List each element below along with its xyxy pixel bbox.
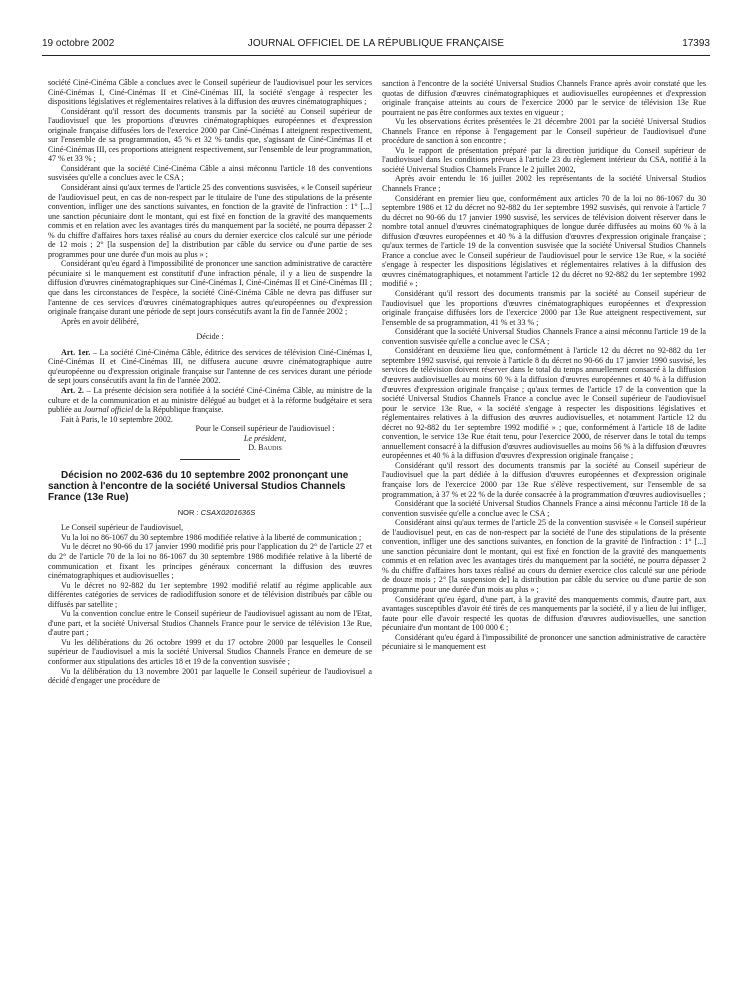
paragraph: Vu la loi no 86-1067 du 30 septembre 1986 modifiée relative à la liberté de communication ; [61,532,362,542]
paragraph: Considérant qu'eu égard, d'une part, à la gravité des manquements commis, d'autre part, aux avantages susceptibles d'avoir été tirés de ces manquements par la société, il y a lieu de lui infliger, faute pour elle d'avoir respecté les quotas de diffusion d'œuvres audiovisuelles, une sanction pécuniaire d'un montant de 100 000 € ; [382,594,706,633]
article-1-label: Art. 1er. [61,347,91,357]
signature-for: Pour le Conseil supérieur de l'audiovisuel : [195,424,335,434]
paragraph: Considérant ainsi qu'aux termes de l'article 25 de la convention susvisée « le Conseil supérieur de l'audiovisuel peut, en cas de non-respect par la société de l'une des stipulations de la présente convention, infliger une des sanctions suivantes, en fonction de la gravité de l'infraction : 1° [...] une sanction pécuniaire dont le montant, qui est fixé en fonction de la gravité des manquements commis et en relation avec les avantages tirés du manquement par la société, ne pourra dépasser 2 % du chiffre d'affaires hors taxes réalisé au cours du dernier exercice clos calculé sur une période de douze mois ; 2° [la suspension de] la distribution par câble du service ou d'une partie de son programme pour une durée d'un mois au plus » ; [382,518,706,594]
decision-title: Décision no 2002-636 du 10 septembre 2002 prononçant une sanction à l'encontre de la société Universal Studios Channels France (13e Rue) [48,469,349,503]
section-separator [180,459,240,460]
paragraph: Considérant qu'il ressort des documents transmis par la société au Conseil supérieur de l'audiovisuel que les proportions d'œuvres cinématographiques européennes et d'expression originale française diffusées lors de l'exercice 2000 par Ciné-Cinémas I atteignent respectivement, sur l'ensemble de sa programmation, 45 % et 32 % tandis que, s'agissant de Ciné-Cinémas II et Ciné-Cinémas III, ces proportions atteignent respectivement, sur l'ensemble de leur programmation, 47 % et 33 % ; [48,106,372,164]
paragraph: Après avoir entendu le 16 juillet 2002 les représentants de la société Universal Studios Channels France ; [382,174,706,194]
left-paragraphs-block-2 [48,523,372,685]
article-2 [48,386,372,415]
paragraph: Vu le rapport de présentation préparé par la direction juridique du Conseil supérieur de l'audiovisuel dans les conditions prévues à l'article 23 du règlement intérieur du CSA, notifié à la société Universal Studios Channels France le 2 juillet 2002, [382,145,706,174]
paragraph: Vu les délibérations du 26 octobre 1999 et du 17 octobre 2000 par lesquelles le Conseil supérieur de l'audiovisuel a mis la société Universal Studios Channels France en demeure de se conformer aux stipulations des articles 18 et 19 de la convention susvisée ; [48,637,372,666]
paragraph: Vu la convention conclue entre le Conseil supérieur de l'audiovisuel agissant au nom de l'Etat, d'une part, et la société Universal Studios Channels France pour le service de télévision 13e Rue, d'autre part ; [48,609,372,638]
paragraph: Considérant qu'il ressort des documents transmis par la société au Conseil supérieur de l'audiovisuel que les proportions d'œuvres cinématographiques européennes et d'expression originale française diffusées lors de l'exercice 2000 par 13e Rue atteignent respectivement, sur l'ensemble de sa programmation, 41 % et 33 % ; [382,289,706,327]
paragraph: Considérant que la société Universal Studios Channels France a ainsi méconnu l'article 19 de la convention susvisée qu'elle a conclue avec le CSA ; [382,327,706,346]
signature-role: Le président, [243,433,287,443]
paragraph: Vu la délibération du 13 novembre 2001 par laquelle le Conseil supérieur de l'audiovisuel a décidé d'engager une procédure de [48,666,372,686]
page-number: 17393 [682,38,710,49]
paragraph: Considérant que la société Ciné-Cinéma Câble a ainsi méconnu l'article 18 des conventions susvisées qu'elle a conclues avec le CSA ; [48,163,372,183]
paragraph: Considérant ainsi qu'aux termes de l'article 25 des conventions susvisées, « le Conseil supérieur de l'audiovisuel peut, en cas de non-respect par le titulaire de l'une des stipulations de la présente convention, infliger une des sanctions suivantes, en fonction de la gravité de l'infraction : 1° [...] une sanction pécuniaire dont le montant, qui est fixé en fonction de la gravité des manquements commis et en relation avec les avantages tirés du manquement par la société, ne pourra dépasser 2 % du chiffre d'affaires hors taxes réalisé au cours du dernier exercice clos calculé sur une période de 12 mois ; 2° [la suspension de] la distribution par câble du service ou d'une partie de ses programmes pour une durée d'un mois au plus » ; [48,183,372,259]
article-1-text: – La société Ciné-Cinéma Câble, éditrice des services de télévision Ciné-Cinémas I, Ciné-Cinémas II et Ciné-Cinémas III, ne diffusera aucune œuvre cinématographique autre qu'européenne ou d'expression originale française sur l'antenne de ces services durant une période de sept jours consécutifs avant la fin de l'année 2002. [48,347,372,386]
paragraph: Considérant que la société Universal Studios Channels France a ainsi méconnu l'article 18 de la convention susvisée qu'elle a conclue avec le CSA ; [382,499,706,518]
header-rule [42,55,710,56]
paragraph: Vu les observations écrites présentées le 21 décembre 2001 par la société Universal Studios Channels France en réponse à l'engagement par le Conseil supérieur de l'audiovisuel d'une procédure de sanction à son encontre ; [382,117,706,146]
nor-reference: NOR : CSAX0201636S [177,507,256,517]
paragraph: Considérant qu'eu égard à l'impossibilité de prononcer une sanction administrative de caractère pécuniaire si le manquement est [382,632,706,652]
paragraph: société Ciné-Cinéma Câble a conclues avec le Conseil supérieur de l'audiovisuel pour les services Ciné-Cinémas I, Ciné-Cinémas II et Ciné-Cinémas III, la société s'engage à respecter les dispositions législatives et réglementaires relatives à la diffusion des œuvres cinématographiques ; [48,78,372,107]
issue-date: 19 octobre 2002 [42,38,115,49]
page-header [42,38,710,54]
paragraph: Considérant en premier lieu que, conformément aux articles 70 de la loi no 86-1067 du 30 septembre 1986 et 12 du décret no 92-882 du 1er septembre 1992 susvisés, qui renvoie à l'article 7 du décret no 90-66 du 17 janvier 1990 susvisé, les services de télévision doivent réserver dans le nombre total annuel d'œuvres cinématographiques de longue durée diffusées au moins 60 % à la diffusion d'œuvres européennes et 40 % à la diffusion d'œuvres d'expression originale française ; qu'aux termes de l'article 19 de la convention susvisée que la société Universal Studios Channels France a conclue avec le Conseil supérieur de l'audiovisuel pour le service 13e Rue, « la société s'engage à respecter les dispositions législatives et réglementaires relatives à la diffusion des œuvres cinématographiques, et notamment l'article 12 du décret no 92-882 du 1er septembre 1992 modifié » ; [382,193,706,289]
right-paragraphs-block [382,79,706,652]
signature-name: D. Baudis [248,443,282,453]
left-column [48,78,372,686]
article-2-text-a: – La présente décision sera notifiée à la société Ciné-Cinéma Câble, au ministre de la culture et de la communication et au ministre délégué au budget et à la réforme budgétaire et sera publiée au [48,385,373,415]
paragraph: Le Conseil supérieur de l'audiovisuel, [61,523,184,533]
decide-heading: Décide : [196,332,224,342]
paragraph: Considérant qu'eu égard à l'impossibilité de prononcer une sanction administrative de caractère pécuniaire si le manquement est constitutif d'une infraction pénale, il y a lieu de suspendre la diffusion d'œuvres cinématographiques sur Ciné-Cinémas I, Ciné-Cinémas II et Ciné-Cinémas III ; que dans les circonstances de l'espèce, la société Ciné-Cinéma Câble ne devra pas diffuser sur l'antenne de ces services d'œuvres cinématographiques autres qu'européennes ou d'expression originale française durant une période de sept jours consécutifs avant la fin de l'année 2002 ; [48,259,372,317]
left-paragraphs-block-1 [48,78,372,326]
paragraph: sanction à l'encontre de la société Universal Studios Channels France après avoir constaté que les quotas de diffusion d'œuvres cinématographiques et audiovisuelles européennes et d'expression originale française atteints au cours de l'exercice 2000 par le service de télévision 13e Rue pourraient ne pas être conformes aux textes en vigueur ; [382,79,706,117]
paragraph: Vu le décret no 90-66 du 17 janvier 1990 modifié pris pour l'application du 2° de l'article 27 et du 2° de l'article 70 de la loi no 86-1067 du 30 septembre 1986 modifiée relative à la liberté de communication et fixant les principes généraux concernant la diffusion des œuvres cinématographiques et audiovisuelles ; [48,542,372,581]
journal-title: JOURNAL OFFICIEL DE LA RÉPUBLIQUE FRANÇAISE [247,38,505,49]
paragraph: Vu le décret no 92-882 du 1er septembre 1992 modifié relatif au régime applicable aux différentes catégories de services de radiodiffusion sonore et de télévision distribués par câble ou diffusés par satellite ; [48,580,372,609]
article-1 [48,348,372,386]
article-2-text-b: de la République française. [133,405,224,415]
paragraph: Considérant qu'il ressort des documents transmis par la société au Conseil supérieur de l'audiovisuel que la part dédiée à la diffusion d'œuvres européennes et d'expression originale française lors de l'exercice 2000 par 13e Rue s'élève respectivement, sur l'ensemble de sa programmation, à 37 % et 22 % de la durée consacrée à la programmation d'œuvres audiovisuelles ; [382,460,706,499]
journal-officiel-ref: Journal officiel [83,405,134,415]
paragraph: Après en avoir délibéré, [61,316,139,326]
done-at: Fait à Paris, le 10 septembre 2002. [61,414,173,424]
paragraph: Considérant en deuxième lieu que, conformément à l'article 12 du décret no 92-882 du 1er septembre 1992 susvisé, qui renvoie à l'article 8 du décret no 90-66 du 17 janvier 1990 susvisé, les services de télévision doivent réserver dans le total du temps annuellement consacré à la diffusion d'œuvres audiovisuelles au moins 60 % à la diffusion d'œuvres européennes et 40 % à la diffusion d'œuvres d'expression originale française ; qu'aux termes de l'article 17 de la convention que la société Universal Studios Channels France a conclue avec le Conseil supérieur de l'audiovisuel pour le service 13e Rue, « la société s'engage à respecter les dispositions législatives et réglementaires relatives à la diffusion des œuvres audiovisuelles, et notamment l'article 12 du décret no 92-882 du 1er septembre 1992 modifié » ; que, conformément à l'article 18 de ladite convention, le service 13e Rue était tenu, pour l'exercice 2000, de réserver dans le total du temps annuellement consacré à la diffusion d'œuvres audiovisuelles au moins 56 % à la diffusion d'œuvres européennes et 40 % à la diffusion d'œuvres d'expression originale française ; [382,346,706,461]
right-column [382,79,706,652]
article-2-label: Art. 2. [61,385,84,395]
